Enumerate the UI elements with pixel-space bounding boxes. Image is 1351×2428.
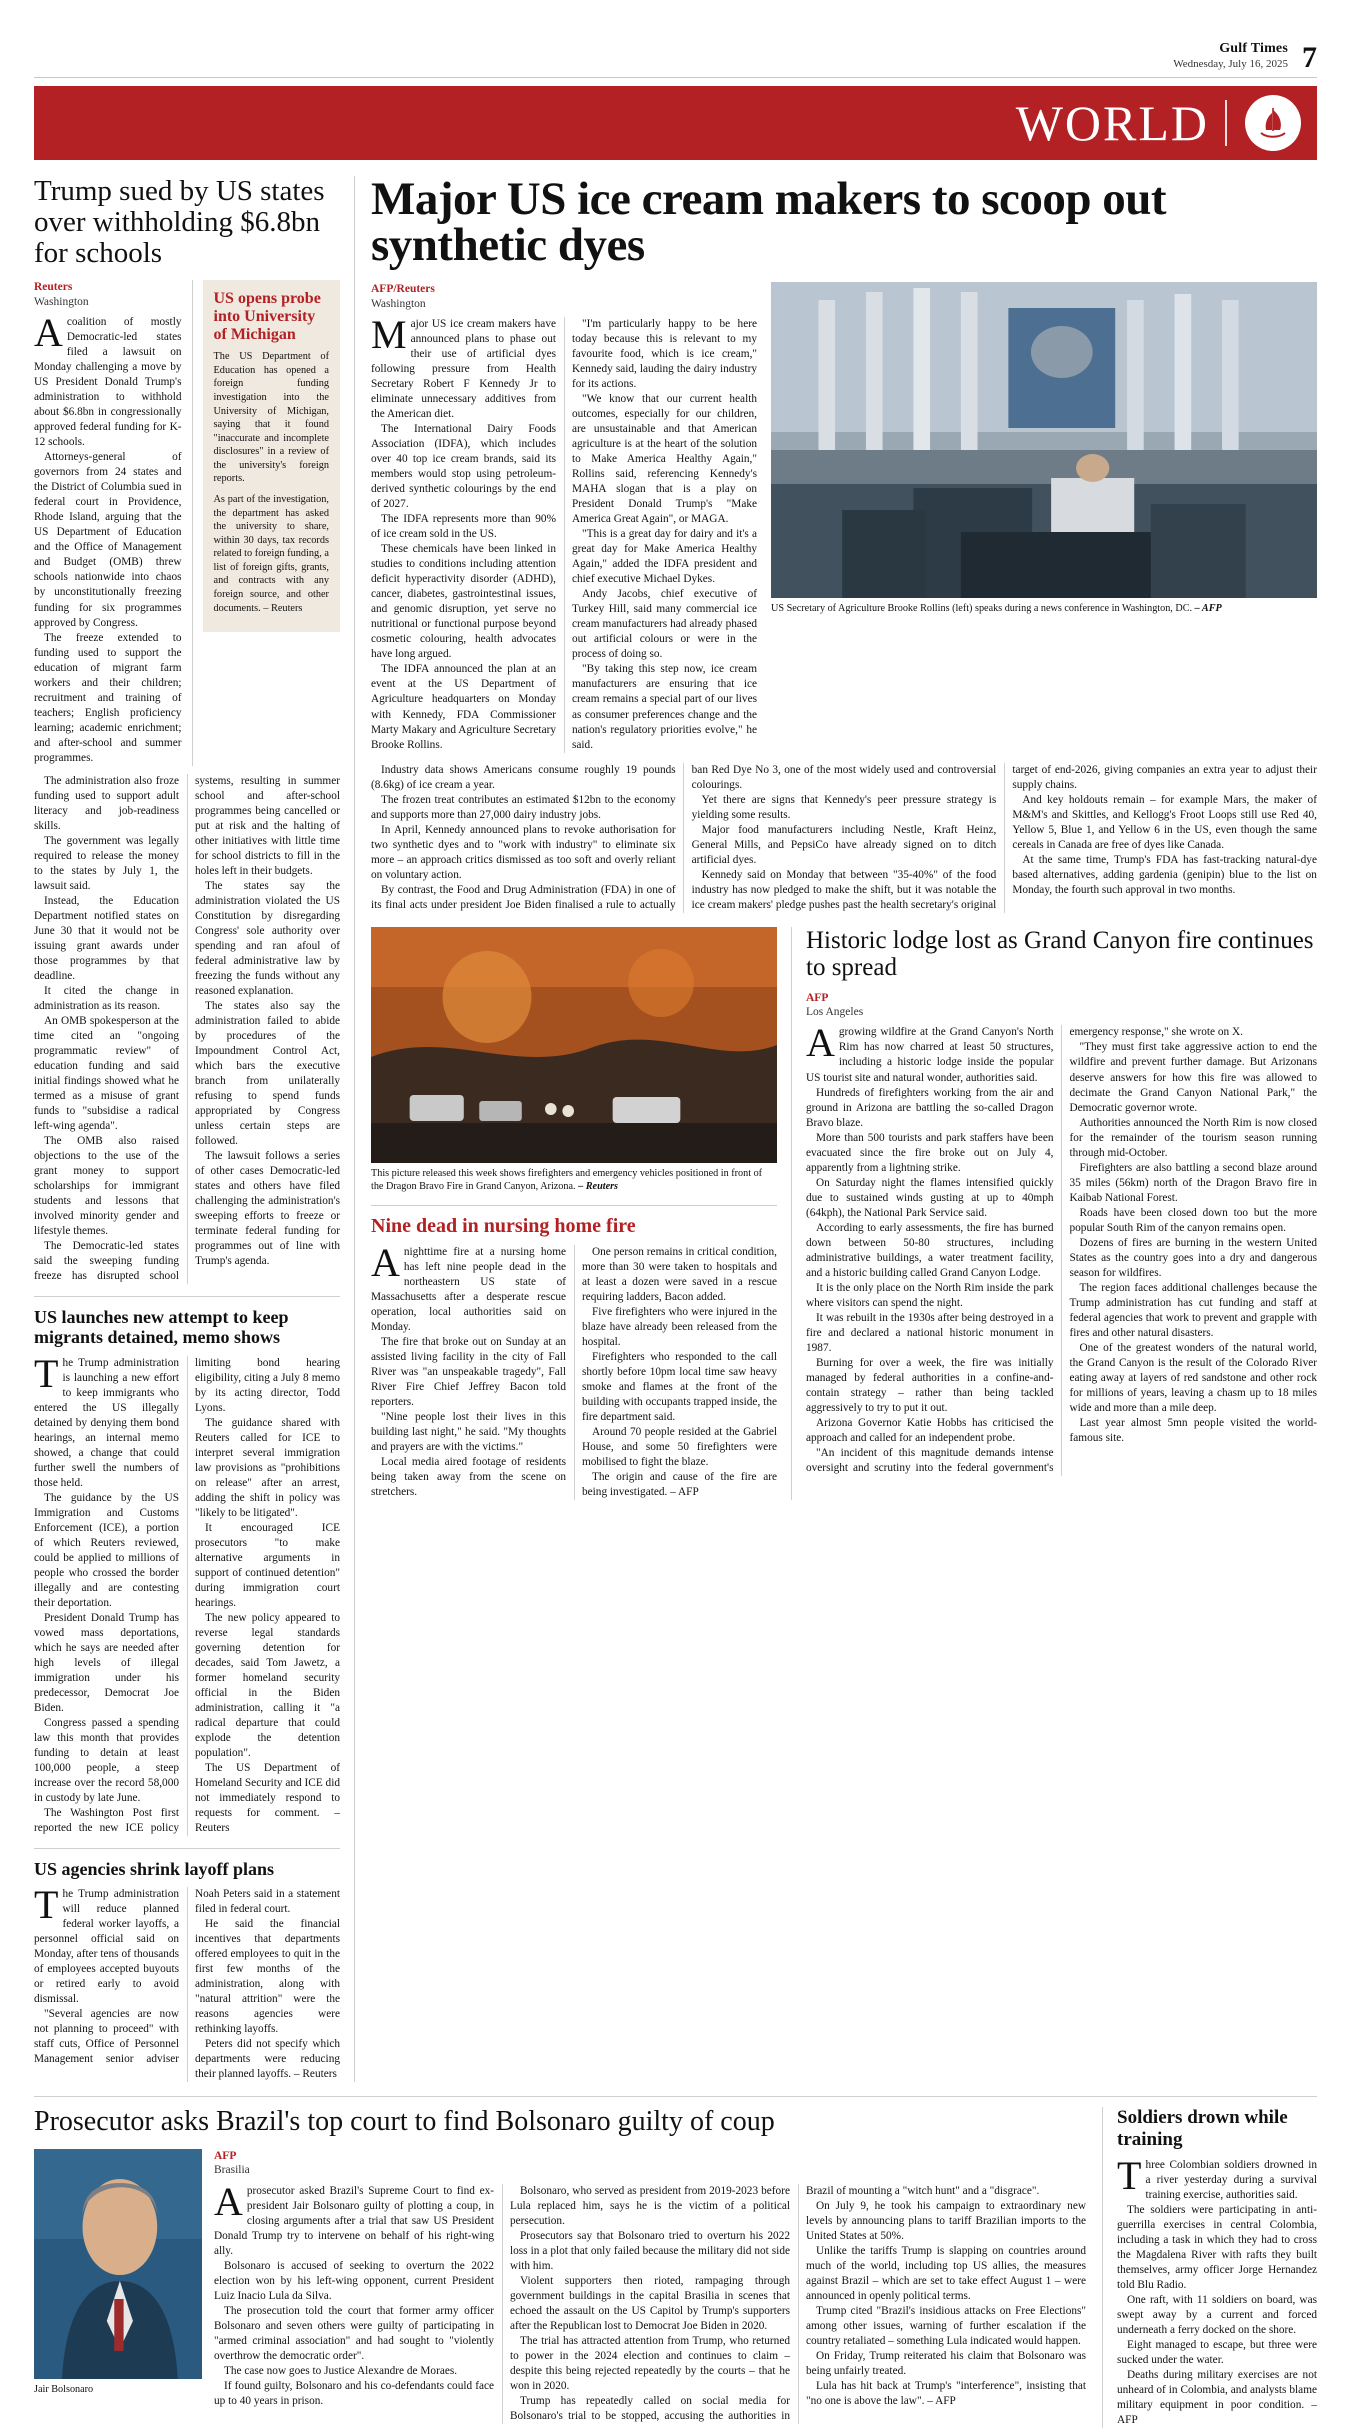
headline-layoffs: US agencies shrink layoff plans: [34, 1859, 275, 1880]
page-number: 7: [1302, 41, 1317, 75]
story-bolsonaro: [34, 2107, 1102, 2428]
gulf-times-logo-icon: [1245, 95, 1301, 151]
masthead-text: [1173, 40, 1302, 71]
story-soldiers: Soldiers drown while training Three Colombian soldiers drowned in a river yesterday during a survival training exercise, authorities said. The soldiers were participating in anti-guerrilla exercises in central Colombia, including a task in which they had to cross the Magdalena River with rafts they built themselves, army officer Jorge Hernandez told Blu Radio. One raft, with 11 soldiers on board, was swept away by a current and forced underneath a ferry docked on the shore. Eight managed to escape, but three were sucked under the water. Deaths during military exercises are not unheard of in Colombia, and analysts blame military equipment in poor condition. – AFP: [1102, 2107, 1317, 2428]
fire-photo-block: [371, 927, 791, 1501]
headline-nursing-home: Nine dead in nursing home fire: [371, 1214, 636, 1237]
byline-afp-brasilia: AFP Brasilia: [214, 2149, 250, 2177]
photo-brooke-rollins: [771, 282, 1317, 598]
left-story-continued: The administration also froze funding used to support adult literacy and job-readiness skills. The government was legally required to release the money to the states by July 1, the lawsuit said. Instead, the Education Department notified states on June 30 that it would not be issuing grant awards under those programmes by that deadline. It cited the change in administration as its reason. An OMB spokesperson at the time cited an "ongoing programmatic review" of education funding and said initial findings showed what he termed as a misuse of grant funds to "subsidise a radical left-wing agenda". The OMB also raised objections to the use of the grant money to support scholarships for immigrant students and lessons that involved minority gender and lifestyle themes. The Democratic-led states said the sweeping funding freeze has disrupted school systems, resulting in summer school and after-school programmes being cancelled or put at risk and the halting of other initiatives with little time for school districts to fill in the holes left in their budgets. The states say the administration violated the US Constitution by disregarding Congress' sole authority over spending and ran afoul of federal administrative law by freezing the funds without any reasoned explanation. The states also say the administration failed to abide by procedures of the Impoundment Control Act, which bars the executive branch from unilaterally refusing to spend funds appropriated by Congress unless certain steps are followed. The lawsuit follows a series of other cases Democratic-led states and others have filed challenging the administration's sweeping efforts to freeze or terminate federal funding for programmes out of line with Trump's agenda.: [34, 774, 340, 1283]
byline-reuters: Reuters Washington: [34, 281, 89, 308]
bolsonaro-photo-block: [34, 2149, 214, 2424]
photo-caption-bolsonaro: Jair Bolsonaro: [34, 2383, 94, 2395]
byline-afp-la: AFP Los Angeles: [806, 991, 864, 1019]
banner-divider: [1225, 100, 1227, 146]
lower-section: [371, 927, 1317, 1501]
headline-bolsonaro: Prosecutor asks Brazil's top court to find Bolsonaro guilty of coup: [34, 2106, 775, 2138]
sidebar-box-title: US opens probe into University of Michigan: [213, 290, 321, 343]
headline-soldiers: Soldiers drown while training: [1117, 2107, 1288, 2150]
paper-name: Gulf Times: [1219, 41, 1288, 56]
bolsonaro-text: AFP Brasilia Aprosecutor asked Brazil's Supreme Court to find ex-president Jair Bolsonaro guilty of plotting a coup, in closing arguments after a trial that saw US President Donald Trump try to intervene on behalf of his right-wing ally. Bolsonaro is accused of seeking to overturn the 2022 election won by his left-wing opponent, current President Luiz Inacio Lula da Silva. The prosecution told the court that former army officer Bolsonaro and seven others were guilty of participating in "armed criminal association" and had sought to "violently overthrow the democratic order". The case now goes to Justice Alexandre de Moraes. If found guilty, Bolsonaro and his co-defendants could face up to 40 years in prison. Bolsonaro, who served as president from 2019-2023 before Lula replaced him, says he is the victim of a political persecution. Prosecutors say that Bolsonaro tried to overturn his 2022 loss in a plot that only failed because the military did not side with him. Violent supporters then rioted, rampaging through government buildings in the capital Brasilia in scenes that echoed the assault on the US Capitol by Trump's supporters after the Republican lost to Democrat Joe Biden in 2020. The trial has attracted attention from Trump, who returned to power in the 2024 election and continues to claim – despite this being rejected repeatedly by the courts – that he won in 2020. Trump has repeatedly called on social media for Bolsonaro's trial to be stopped, accusing the authorities in Brazil of mounting a "witch hunt" and a "disgrace". On July 9, he took his campaign to extraordinary new levels by announcing plans to tariff Brazilian imports to the United States at 50%. Unlike the tariffs Trump is slapping on countries around much of the world, including top US allies, the measures against Brazil – which are set to take effect August 1 – were announced in openly political terms. Trump cited "Brazil's insidious attacks on Free Elections" among other issues, warning of further escalation if the country retaliated – something Lula indicated would happen. On Friday, Trump reiterated his claim that Bolsonaro was being unfairly treated. Lula has hit back at Trump's "interference", insisting that "no one is above the law". – AFP: [214, 2149, 1086, 2422]
top-section: [34, 173, 1317, 2082]
main-column: [354, 173, 1317, 2082]
left-column: [34, 176, 354, 2082]
bottom-section: [34, 2096, 1317, 2428]
issue-date: Wednesday, July 16, 2025: [1173, 57, 1288, 70]
masthead: [34, 0, 1317, 75]
sidebar-box-michigan: US opens probe into University of Michigan The US Department of Education has opened a foreign funding investigation into the University of Michigan, saying that it found "inaccurate and incomplete disclosures" in a review of the university's foreign reports. As part of the investigation, the department has asked the university to share, within 30 days, tax records related to foreign funding, a list of foreign gifts, grants, and contracts with any foreign source, and other documents. – Reuters: [203, 280, 341, 632]
section-banner: [34, 86, 1317, 160]
photo-caption-rollins: US Secretary of Agriculture Brooke Rollins (left) speaks during a news conference in Washington, DC. – AFP: [771, 603, 1222, 615]
section-title: WORLD: [1015, 95, 1209, 152]
story-layoffs: US agencies shrink layoff plans The Trump administration will reduce planned federal worker layoffs, a personnel official said on Monday, after tens of thousands of employees accepted buyouts or retired early to avoid dismissal. "Several agencies are now not planning to proceed" with staff cuts, Office of Personnel Management senior adviser Noah Peters said in a statement filed in federal court. He said the financial incentives that departments offered employees to quit in the first few months of the administration, along with "natural attrition" were the reasons agencies were rethinking layoffs. Peters did not specify which departments were reducing their planned layoffs. – Reuters: [34, 1848, 340, 2082]
ice-cream-lead-columns: AFP/Reuters Washington Major US ice cream makers have announced plans to phase out their use of artificial dyes following pressure from Health Secretary Robert F Kennedy Jr to eliminate unnecessary additives from the American diet. The International Dairy Foods Association (IDFA), which includes over 40 top ice cream brands, said its members would stop using petroleum-derived synthetic colourings by the end of 2027. The IDFA represents more than 90% of ice cream sold in the US. These chemicals have been linked in studies to conditions including attention deficit hyperactivity disorder (ADHD), cancer, diabetes, gastrointestinal issues, and genomic disruption, yet serve no nutritional or functional purpose beyond cosmetic colouring, health advocates have long argued. The IDFA announced the plan at an event at the US Department of Agriculture headquarters on Monday with Kennedy, FDA Commissioner Marty Makary and Agriculture Secretary Brooke Rollins. "I'm particularly happy to be here today because this is relevant to my favourite food, which is ice cream," Kennedy said, lauding the dairy industry for its actions. "We know that our current health outcomes, especially for our children, are unsustainable and that American agriculture is at the heart of the solution to Make America Healthy Again," Rollins said, referencing Kennedy's MAHA slogan that is a play on President Donald Trump's "Make America Great Again", or MAGA. "This is a great day for dairy and it's a great day for Make America Healthy Again," added the IDFA president and chief executive Michael Dykes. Andy Jacobs, chief executive of Turkey Hill, said many commercial ice cream manufacturers had already phased out artificial colours or were in the process of doing so. "By taking this step now, ice cream manufacturers are ensuring that ice cream remains a special part of our lives as consumer preferences change and the nation's regulatory priorities evolve," he said.: [371, 283, 757, 751]
headline-ice-cream: Major US ice cream makers to scoop out synthetic dyes: [371, 173, 1167, 272]
left-sidebar-box-wrap: [192, 280, 341, 765]
story-grand-canyon: Historic lodge lost as Grand Canyon fire continues to spread AFP Los Angeles Agrowing wildfire at the Grand Canyon's North Rim has now charred at least 50 structures, including a historic lodge inside the popular US tourist site and natural wonder, authorities said. Hundreds of firefighters working from the air and ground in Arizona are battling the so-called Dragon Bravo blaze. More than 500 tourists and park staffers have been evacuated since the fire broke out on July 4, apparently from a lightning strike. On Saturday night the flames intensified quickly due to sustained winds gusting at up to 40mph (64kph), the National Park Service said. According to early assessments, the fire has burned down between 50-80 structures, including administrative buildings, a water treatment facility, and a historic building called Grand Canyon Lodge. It is the only place on the North Rim inside the park where visitors can spend the night. It was rebuilt in the 1930s after being destroyed in a fire and declared a national historic monument in 1987. Burning for over a week, the fire was initially managed by federal authorities in a confine-and-contain strategy – rather than being tackled aggressively to try to put it out. Arizona Governor Katie Hobbs has criticised the approach and called for an independent probe. "An incident of this magnitude demands intense oversight and scrutiny into the federal government's emergency response," she wrote on X. "They must first take aggressive action to end the wildfire and prevent further damage. But Arizonans deserve answers for how this fire was allowed to decimate the Grand Canyon National Park," the Democratic governor wrote. Authorities announced the North Rim is now closed for the remainder of the tourism season running through mid-October. Firefighters are also battling a second blaze around 35 miles (56km) north of the Dragon Bravo fire in Kaibab National Forest. Roads have been closed down too but the more popular South Rim of the canyon remains open. Dozens of fires are burning in the western United States as the country goes into a dry and dangerous season for wildfires. The region faces additional challenges because the Trump administration has cut funding and staff at federal agencies that work to prevent and grapple with fires and other natural disasters. One of the greatest wonders of the natural world, the Grand Canyon is the result of the Colorado River eating away at layers of red sandstone and other rock for millions of years, leaving a chasm up to 18 miles wide and more than a mile deep. Last year almost 5mn people visited the world-famous site.: [791, 927, 1317, 1501]
headline-migrants: US launches new attempt to keep migrants detained, memo shows: [34, 1307, 289, 1348]
byline-afp-reuters: AFP/Reuters Washington: [371, 283, 435, 310]
ice-cream-continued: Industry data shows Americans consume roughly 19 pounds (8.6kg) of ice cream a year. The frozen treat contributes an estimated $12bn to the economy and supports more than 27,000 dairy industry jobs. In April, Kennedy announced plans to revoke authorisation for two synthetic dyes and to "work with industry" to eliminate six more – an approach critics dismissed as too soft and overly reliant on voluntary action. By contrast, the Food and Drug Administration (FDA) in one of its final acts under president Joe Biden finalised a rule to actually ban Red Dye No 3, one of the most widely used and controversial colourings. Yet there are signs that Kennedy's peer pressure strategy is yielding some results. Major food manufacturers including Nestle, Kraft Heinz, General Mills, and PepsiCo have already signed on to ditch artificial dyes. Kennedy said on Monday that between "35-40%" of the food industry has now pledged to make the shift, but it was notable the ice cream makers' pledge pushes past the health secretary's original target of end-2026, giving companies an extra year to adjust their supply chains. And key holdouts remain – for example Mars, the maker of M&M's and Skittles, and Kellogg's Froot Loops still use Red 40, Yellow 5, Blue 1, and Yellow 6 in the US, even though the same cereals in Canada are free of dyes like Canada. At the same time, Trump's FDA has fast-tracking natural-dye based alternatives, adding gardenia (genipin) blue to the list on Monday, the fourth such approval in two months.: [371, 763, 1317, 911]
headline-grand-canyon: Historic lodge lost as Grand Canyon fire continues to spread: [806, 926, 1314, 981]
photo-jair-bolsonaro: [34, 2149, 202, 2379]
photo-caption-fire: This picture released this week shows firefighters and emergency vehicles positioned in front of the Dragon Bravo Fire in Grand Canyon, Arizona. – Reuters: [371, 1167, 763, 1192]
left-story-body: Reuters Washington Acoalition of mostly Democratic-led states filed a lawsuit on Monday challenging a move by US President Donald Trump's administration to withhold about $6.8bn in congressionally approved federal funding for K-12 schools. Attorneys-general of governors from 24 states and the District of Columbia sued in federal court in Providence, Rhode Island, arguing that the US Department of Education and the Office of Management and Budget (OMB) threw schools nationwide into chaos by unconstitutionally freezing funding for six programmes approved by Congress. The freeze extended to funding used to support the education of migrant farm workers and their children; recruitment and training of teachers; English proficiency learning; academic enrichment; and after-school and summer programmes.: [34, 281, 182, 764]
photo-dragon-bravo-fire: [371, 927, 777, 1163]
story-nursing-home: Nine dead in nursing home fire Anighttime fire at a nursing home has left nine people dead in the northeastern US state of Massachusetts after a desperate rescue operation, local authorities said on Monday. The fire that broke out on Sunday at an assisted living facility in the city of Fall River was "an unspeakable tragedy", Fall River Fire Chief Jeffrey Bacon told reporters. "Nine people lost their lives in this building last night," he said. "My thoughts and prayers are with the victims." Local media aired footage of residents being taken away from the scene on stretchers. One person remains in critical condition, more than 30 were taken to hospitals and at least a dozen were saved in a rescue requiring ladders, Bacon added. Five firefighters who were injured in the blaze have already been released from the hospital. Firefighters who responded to the call shortly before 10pm local time saw heavy smoke and flames at the front of the building with occupants trapped inside, the fire department said. Around 70 people resided at the Gabriel House, and some 50 firefighters were mobilised to fight the blaze. The origin and cause of the fire are being investigated. – AFP: [371, 1205, 777, 1501]
ice-cream-photo-block: [771, 282, 1317, 752]
headline-trump-sued: Trump sued by US states over withholding $6.8bn for schools: [34, 175, 325, 269]
masthead-divider: [34, 77, 1317, 78]
story-migrants: US launches new attempt to keep migrants detained, memo shows The Trump administration is launching a new effort to keep immigrants who entered the US illegally detained by denying them bond hearings, an internal memo showed, a change that could further swell the numbers of those held. The guidance by the US Immigration and Customs Enforcement (ICE), a portion of which Reuters reviewed, could be applied to millions of people who crossed the border illegally and are contesting their deportation. President Donald Trump has vowed mass deportations, which he says are needed after high levels of illegal immigration under his predecessor, Democrat Joe Biden. Congress passed a spending law this month that provides funding to detain at least 100,000 people, a steep increase over the record 58,000 in custody by late June. The Washington Post first reported the new ICE policy limiting bond hearing eligibility, citing a July 8 memo by its acting director, Todd Lyons. The guidance shared with Reuters called for ICE to interpret several immigration law provisions as "prohibitions on release" after an arrest, adding the shift in policy was "likely to be litigated". It encouraged ICE prosecutors "to make alternative arguments in support of continued detention" during immigration court hearings. The new policy appeared to reverse legal standards governing detention for decades, said Tom Jawetz, a former homeland security official in the Biden administration, calling it "a radical departure that could explode the detention population". The US Department of Homeland Security and ICE did not immediately respond to requests for comment. – Reuters: [34, 1296, 340, 1836]
